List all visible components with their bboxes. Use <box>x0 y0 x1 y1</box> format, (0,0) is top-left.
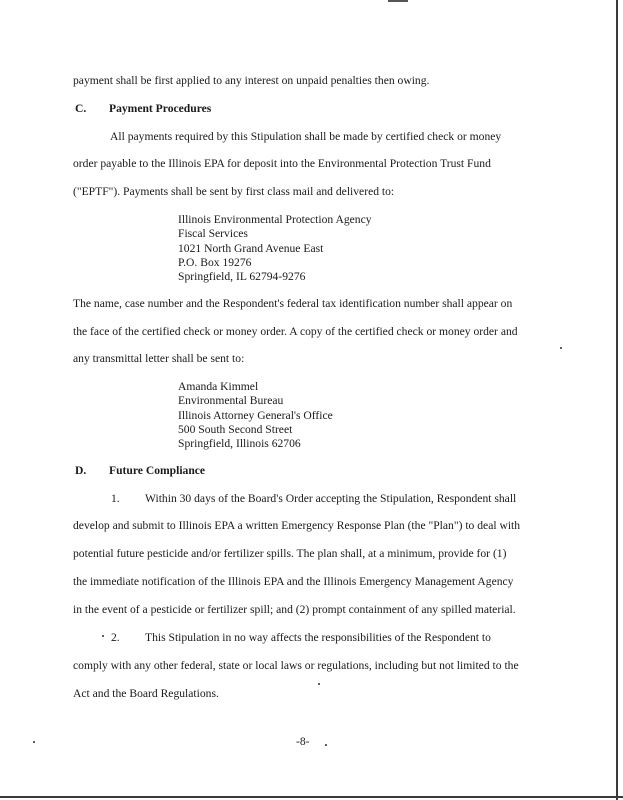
item-2-first-line: This Stipulation in no way affects the responsibilities of the Respondent to <box>145 631 491 644</box>
address-line: Illinois Attorney General's Office <box>178 408 333 422</box>
item-1-line: the immediate notification of the Illinois EPA and the Illinois Emergency Management Agency <box>73 575 514 588</box>
address-line: 1021 North Grand Avenue East <box>178 241 324 255</box>
scan-speck <box>560 347 562 349</box>
address-block-attorney-general <box>178 380 333 451</box>
item-1-line: develop and submit to Illinois EPA a written Emergency Response Plan (the "Plan") to deal with <box>73 519 521 532</box>
item-1-number: 1. <box>111 492 120 505</box>
section-c-para1-line: All payments required by this Stipulation shall be made by certified check or money <box>110 130 502 143</box>
page-number: -8- <box>296 735 310 748</box>
item-1-line: potential future pesticide and/or fertilizer spills. The plan shall, at a minimum, provide for (1) <box>73 547 507 560</box>
address-line: P.O. Box 19276 <box>178 255 252 269</box>
page-edge-bottom <box>0 796 623 798</box>
section-c-para2-line: the face of the certified check or money order. A copy of the certified check or money order and <box>73 325 518 338</box>
item-2-number: 2. <box>111 631 120 644</box>
section-c-para1-line: ("EPTF"). Payments shall be sent by first class mail and delivered to: <box>73 185 395 198</box>
section-c-letter: C. <box>75 102 87 115</box>
scan-artifact-top <box>388 0 408 2</box>
scan-speck <box>318 683 320 685</box>
item-2-line: comply with any other federal, state or local laws or regulations, including but not limited to the <box>73 659 519 672</box>
section-d-title: Future Compliance <box>109 464 206 477</box>
address-line: Environmental Bureau <box>178 394 284 408</box>
item-1-line: in the event of a pesticide or fertilizer spill; and (2) prompt containment of any spilled material. <box>73 603 516 616</box>
page-edge-right <box>616 0 618 800</box>
address-line: Illinois Environmental Protection Agency <box>178 213 372 226</box>
address-line: Fiscal Services <box>178 227 248 241</box>
item-2-line: Act and the Board Regulations. <box>73 687 219 700</box>
address-line: 500 South Second Street <box>178 422 293 436</box>
address-line: Springfield, IL 62794-9276 <box>178 270 306 284</box>
address-line: Springfield, Illinois 62706 <box>178 437 301 451</box>
section-c-title: Payment Procedures <box>109 102 212 115</box>
section-c-para1-line: order payable to the Illinois EPA for deposit into the Environmental Protection Trust Fund <box>73 157 491 170</box>
address-block-epa <box>178 213 372 284</box>
continuation-line: payment shall be first applied to any interest on unpaid penalties then owing. <box>73 74 430 87</box>
scan-speck <box>102 635 104 637</box>
item-1-first-line: Within 30 days of the Board's Order accepting the Stipulation, Respondent shall <box>145 492 517 505</box>
section-d-letter: D. <box>75 464 87 477</box>
scan-speck <box>325 744 327 746</box>
scan-speck <box>33 741 35 743</box>
address-line: Amanda Kimmel <box>178 380 259 393</box>
section-c-para2-line: The name, case number and the Respondent's federal tax identification number shall appear on <box>73 297 513 310</box>
section-c-para2-line: any transmittal letter shall be sent to: <box>73 352 245 365</box>
